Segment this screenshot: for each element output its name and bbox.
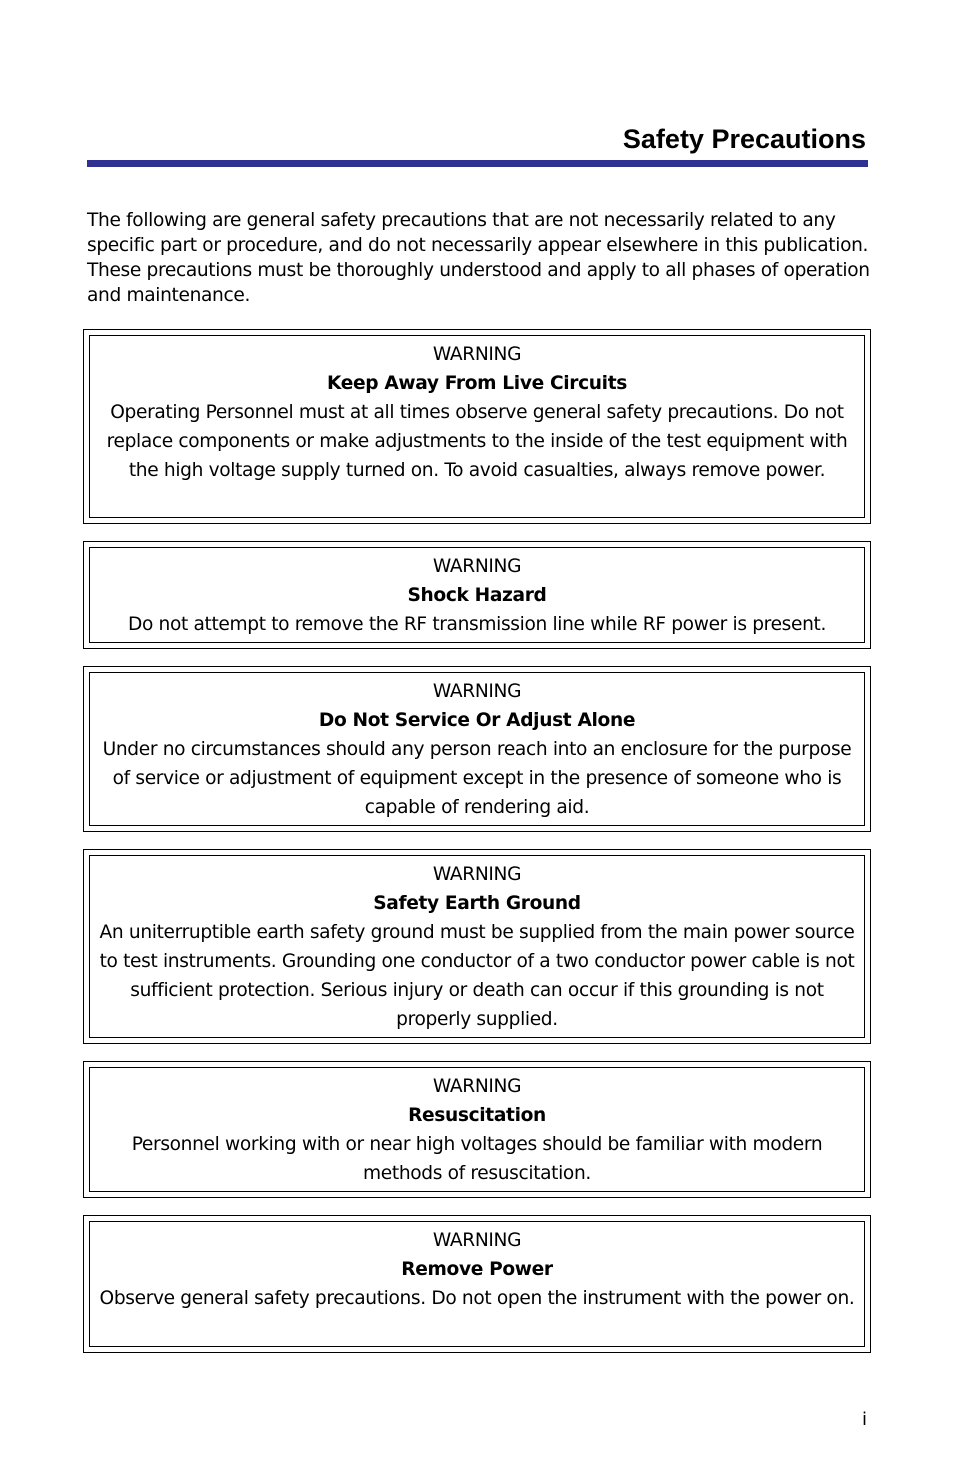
warning-body: Personnel working with or near high voltages should be familiar with modern methods of resuscitation. <box>131 1134 823 1184</box>
warning-box-live-circuits <box>83 329 871 524</box>
warning-heading: Keep Away From Live Circuits <box>327 373 627 394</box>
warning-label: WARNING <box>432 864 522 885</box>
warning-body: An uniterruptible earth safety ground must be supplied from the main power source to test instruments. Grounding one conductor of a two conductor power cable is not sufficient protection. Serious injury or death can occur if this grounding is not properly supplied. <box>99 922 855 1030</box>
warning-label: WARNING <box>432 344 522 365</box>
page-number: i <box>861 1409 867 1430</box>
title-rule <box>87 160 868 167</box>
warning-label: WARNING <box>432 556 522 577</box>
intro-paragraph: The following are general safety precautions that are not necessarily related to any specific part or procedure, and do not necessarily appear elsewhere in this publication. These precautions must be thoroughly understood and apply to all phases of operation and maintenance. <box>87 210 870 306</box>
warning-body: Do not attempt to remove the RF transmission line while RF power is present. <box>127 614 827 635</box>
warning-box-shock-hazard <box>83 541 871 649</box>
warning-inner-frame <box>89 855 865 1038</box>
warning-inner-frame <box>89 672 865 826</box>
warning-box-remove-power <box>83 1215 871 1353</box>
warning-label: WARNING <box>432 1076 522 1097</box>
warning-inner-frame <box>89 335 865 518</box>
warning-inner-frame <box>89 1221 865 1347</box>
warning-inner-frame <box>89 547 865 643</box>
warning-heading: Resuscitation <box>408 1105 546 1126</box>
warning-heading: Shock Hazard <box>407 585 547 606</box>
warning-inner-frame <box>89 1067 865 1192</box>
warning-heading: Do Not Service Or Adjust Alone <box>318 710 636 731</box>
warning-heading: Safety Earth Ground <box>373 893 581 914</box>
warning-label: WARNING <box>432 1230 522 1251</box>
warning-body: Operating Personnel must at all times observe general safety precautions. Do not replace components or make adjustments to the inside of the test equipment with the high voltage supply turned on. To avoid casualties, always remove power. <box>106 402 848 481</box>
warning-label: WARNING <box>432 681 522 702</box>
warning-box-service-alone <box>83 666 871 832</box>
warning-box-resuscitation <box>83 1061 871 1198</box>
warning-heading: Remove Power <box>401 1259 553 1280</box>
page-title: Safety Precautions <box>622 124 866 154</box>
warning-body: Under no circumstances should any person reach into an enclosure for the purpose of service or adjustment of equipment except in the presence of someone who is capable of rendering aid. <box>102 739 852 818</box>
warning-body: Observe general safety precautions. Do not open the instrument with the power on. <box>99 1288 855 1309</box>
warning-box-earth-ground <box>83 849 871 1044</box>
